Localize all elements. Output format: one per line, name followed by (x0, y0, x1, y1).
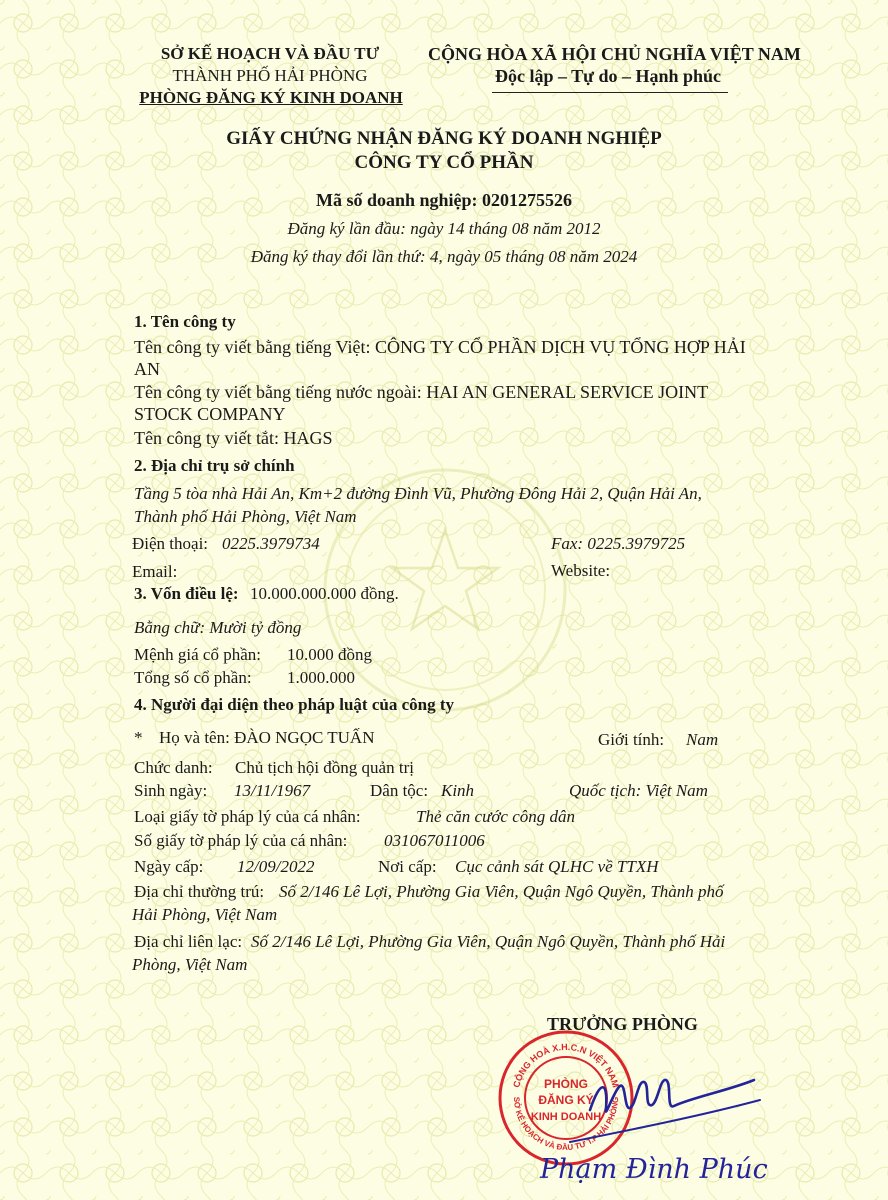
section-address-heading: 2. Địa chỉ trụ sở chính (134, 456, 295, 475)
phone-value: 0225.3979734 (222, 534, 320, 553)
stamp-inner-line1: PHÒNG (543, 1077, 589, 1091)
rep-name: Họ và tên: ĐÀO NGỌC TUẤN (159, 728, 375, 747)
fax-value: Fax: 0225.3979725 (551, 534, 686, 553)
ethnic-label: Dân tộc: (370, 781, 429, 800)
par-value: 10.000 đồng (287, 645, 372, 664)
company-name-vn-line1: Tên công ty viết bằng tiếng Việt: CÔNG TY CỔ PHẦN DỊCH VỤ TỔNG HỢP HẢI (134, 337, 746, 357)
nationality: Quốc tịch: Việt Nam (569, 781, 708, 800)
total-shares-label: Tổng số cổ phần: (134, 668, 252, 687)
national-motto: Độc lập – Tự do – Hạnh phúc (494, 66, 722, 86)
permanent-address-label: Địa chỉ thường trú: (134, 882, 265, 901)
signatory-title: TRƯỞNG PHÒNG (547, 1014, 698, 1034)
bullet-star: * (134, 728, 143, 747)
id-number-label: Số giấy tờ pháp lý của cá nhân: (134, 831, 348, 850)
gender-label: Giới tính: (598, 730, 665, 749)
document-title: GIẤY CHỨNG NHẬN ĐĂNG KÝ DOANH NGHIỆP (226, 128, 662, 149)
position-value: Chủ tịch hội đồng quản trị (235, 758, 414, 777)
gender-value: Nam (686, 730, 719, 749)
stamp-inner-line3: KINH DOANH (530, 1111, 602, 1123)
issue-date-value: 12/09/2022 (237, 857, 315, 876)
capital-value: 10.000.000.000 đồng. (250, 584, 399, 603)
stamp-ring-top-text: CỘNG HOÀ X.H.C.N VIỆT NAM (511, 1041, 621, 1089)
dob-label: Sinh ngày: (134, 781, 208, 800)
id-number-value: 031067011006 (384, 831, 485, 850)
stamp-ring-bottom-text: SỞ KẾ HOẠCH VÀ ĐẦU TƯ T.P HẢI PHÒNG (511, 1096, 621, 1153)
company-name-foreign-line1: Tên công ty viết bằng tiếng nước ngoài: HAI AN GENERAL SERVICE JOINT (134, 382, 709, 402)
handwritten-signature (540, 1050, 770, 1160)
motto-underline (492, 92, 728, 93)
issuer-office: PHÒNG ĐĂNG KÝ KINH DOANH (139, 88, 403, 107)
capital-in-words: Bằng chữ: Mười tỷ đồng (134, 618, 302, 637)
issued-by-label: Nơi cấp: (378, 857, 437, 876)
contact-address-line2: Phòng, Việt Nam (132, 955, 248, 974)
first-registration: Đăng ký lần đầu: ngày 14 tháng 08 năm 2012 (287, 219, 601, 238)
company-name-vn-line2: AN (134, 359, 160, 379)
issuer-department: SỞ KẾ HOẠCH VÀ ĐẦU TƯ (160, 44, 380, 63)
company-name-foreign-line2: STOCK COMPANY (134, 404, 286, 424)
dob-value: 13/11/1967 (234, 781, 311, 800)
id-type-value: Thẻ căn cước công dân (416, 807, 576, 826)
contact-address-line1: Số 2/146 Lê Lợi, Phường Gia Viên, Quận Ngô Quyền, Thành phố Hải (251, 932, 726, 951)
par-value-label: Mệnh giá cổ phần: (134, 645, 261, 664)
signer-name: Phạm Đình Phúc (540, 1154, 768, 1185)
address-line1: Tầng 5 tòa nhà Hải An, Km+2 đường Đình Vũ, Phường Đông Hải 2, Quận Hải An, (134, 484, 702, 503)
address-line2: Thành phố Hải Phòng, Việt Nam (134, 507, 357, 526)
change-registration: Đăng ký thay đổi lần thứ: 4, ngày 05 tháng 08 năm 2024 (250, 247, 638, 266)
national-title: CỘNG HÒA XÃ HỘI CHỦ NGHĨA VIỆT NAM (428, 44, 801, 64)
id-type-label: Loại giấy tờ pháp lý của cá nhân: (134, 807, 361, 826)
total-shares-value: 1.000.000 (287, 668, 355, 687)
position-label: Chức danh: (134, 758, 213, 777)
issue-date-label: Ngày cấp: (134, 857, 204, 876)
phone-label: Điện thoại: (132, 534, 209, 553)
enterprise-code: Mã số doanh nghiệp: 0201275526 (315, 190, 573, 210)
issuer-city: THÀNH PHỐ HẢI PHÒNG (172, 66, 368, 85)
section-capital-heading: 3. Vốn điều lệ: (134, 584, 239, 603)
ethnic-value: Kinh (441, 781, 475, 800)
email-label: Email: (132, 562, 178, 581)
website-label: Website: (551, 561, 611, 580)
issued-by-value: Cục cảnh sát QLHC về TTXH (455, 857, 659, 876)
document-subtitle: CÔNG TY CỔ PHẦN (354, 152, 534, 173)
permanent-address-line1: Số 2/146 Lê Lợi, Phường Gia Viên, Quận Ngô Quyền, Thành phố (279, 882, 724, 901)
section-legal-rep-heading: 4. Người đại diện theo pháp luật của công ty (134, 695, 454, 714)
permanent-address-line2: Hải Phòng, Việt Nam (132, 905, 278, 924)
company-short-name: Tên công ty viết tắt: HAGS (134, 428, 333, 448)
contact-address-label: Địa chỉ liên lạc: (134, 932, 243, 951)
section-company-name-heading: 1. Tên công ty (134, 312, 236, 331)
stamp-inner-line2: ĐĂNG KÝ (538, 1093, 594, 1107)
